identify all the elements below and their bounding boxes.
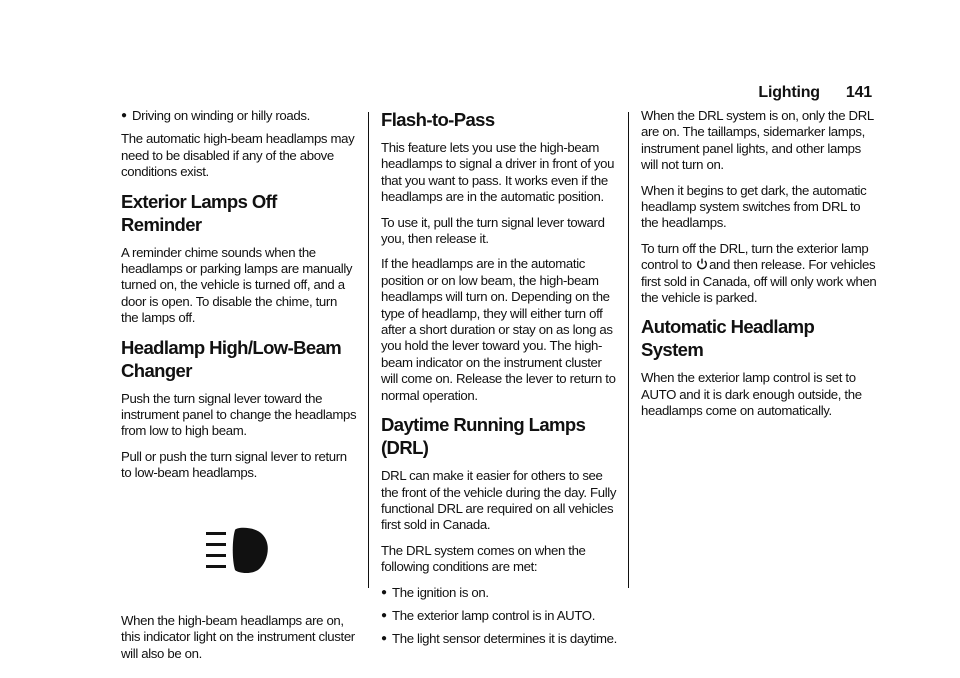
high-beam-indicator-icon: [206, 526, 272, 574]
section-title: Lighting: [758, 84, 820, 101]
paragraph: Pull or push the turn signal lever to return to low-beam headlamps.: [121, 448, 347, 481]
paragraph: When the DRL system is on, only the DRL are on. The taillamps, sidemarker lamps, instrument panel lights, and other lamps will not turn on.: [641, 108, 874, 173]
paragraph: The DRL system comes on when the following conditions are met:: [381, 542, 586, 575]
power-icon: [696, 258, 708, 270]
heading-high-low-beam: Headlamp High/Low-Beam Changer: [121, 336, 342, 381]
column-3: [641, 108, 877, 429]
list-item: ● The exterior lamp control is in AUTO.: [381, 607, 596, 623]
paragraph: When the high-beam headlamps are on, this indicator light on the instrument cluster will also be on.: [121, 612, 355, 661]
paragraph: If the headlamps are in the automatic position or on low beam, the high-beam headlamps will turn on. Depending on the type of headlamp, they will either turn off after a short duration or stay on as long as you hold the lever toward you. The high-beam indicator on the instrument cluster will come on. Release the lever to return to normal operation.: [381, 256, 616, 403]
heading-exterior-lamps-off: Exterior Lamps Off Reminder: [121, 190, 277, 235]
list-item: ● The light sensor determines it is daytime.: [381, 631, 617, 647]
bullet-icon: ●: [381, 609, 387, 621]
paragraph: Push the turn signal lever toward the instrument panel to change the headlamps from low to high beam.: [121, 390, 357, 439]
heading-automatic-headlamp: Automatic Headlamp System: [641, 316, 815, 361]
paragraph: When the exterior lamp control is set to AUTO and it is dark enough outside, the headlamps come on automatically.: [641, 370, 862, 419]
list-item: ● Driving on winding or hilly roads.: [121, 108, 310, 123]
paragraph: This feature lets you use the high-beam headlamps to signal a driver in front of you that you want to pass. It works even if the headlamps are in the automatic position.: [381, 140, 615, 205]
paragraph: When it begins to get dark, the automatic headlamp system switches from DRL to the headlamps.: [641, 182, 867, 231]
heading-flash-to-pass: Flash-to-Pass: [381, 109, 495, 130]
high-beam-figure: [121, 491, 357, 609]
paragraph: The automatic high-beam headlamps may need to be disabled if any of the above conditions exist.: [121, 131, 355, 180]
column-divider-2: [628, 112, 629, 588]
page-number: 141: [845, 84, 872, 101]
list-item: ● The ignition is on.: [381, 584, 489, 600]
column-divider-1: [368, 112, 369, 588]
bullet-icon: ●: [381, 633, 387, 645]
heading-drl: Daytime Running Lamps (DRL): [381, 414, 586, 459]
page-header: [758, 84, 872, 102]
bullet-icon: ●: [121, 110, 127, 121]
paragraph-turn-off-drl: To turn off the DRL, turn the exterior lamp control to and then release. For vehicles first sold in Canada, off will only work when the vehicle is parked.: [641, 240, 877, 306]
paragraph: DRL can make it easier for others to see the front of the vehicle during the day. Fully functional DRL are required on all vehicles first sold in Canada.: [381, 468, 617, 533]
paragraph: A reminder chime sounds when the headlamps or parking lamps are manually turned on, the vehicle is turned off, and a door is open. To disable the chime, turn the lamps off.: [121, 244, 353, 326]
column-2: [381, 108, 617, 655]
paragraph: To use it, pull the turn signal lever toward you, then release it.: [381, 214, 605, 247]
bullet-icon: ●: [381, 586, 387, 598]
column-1: [121, 108, 357, 671]
